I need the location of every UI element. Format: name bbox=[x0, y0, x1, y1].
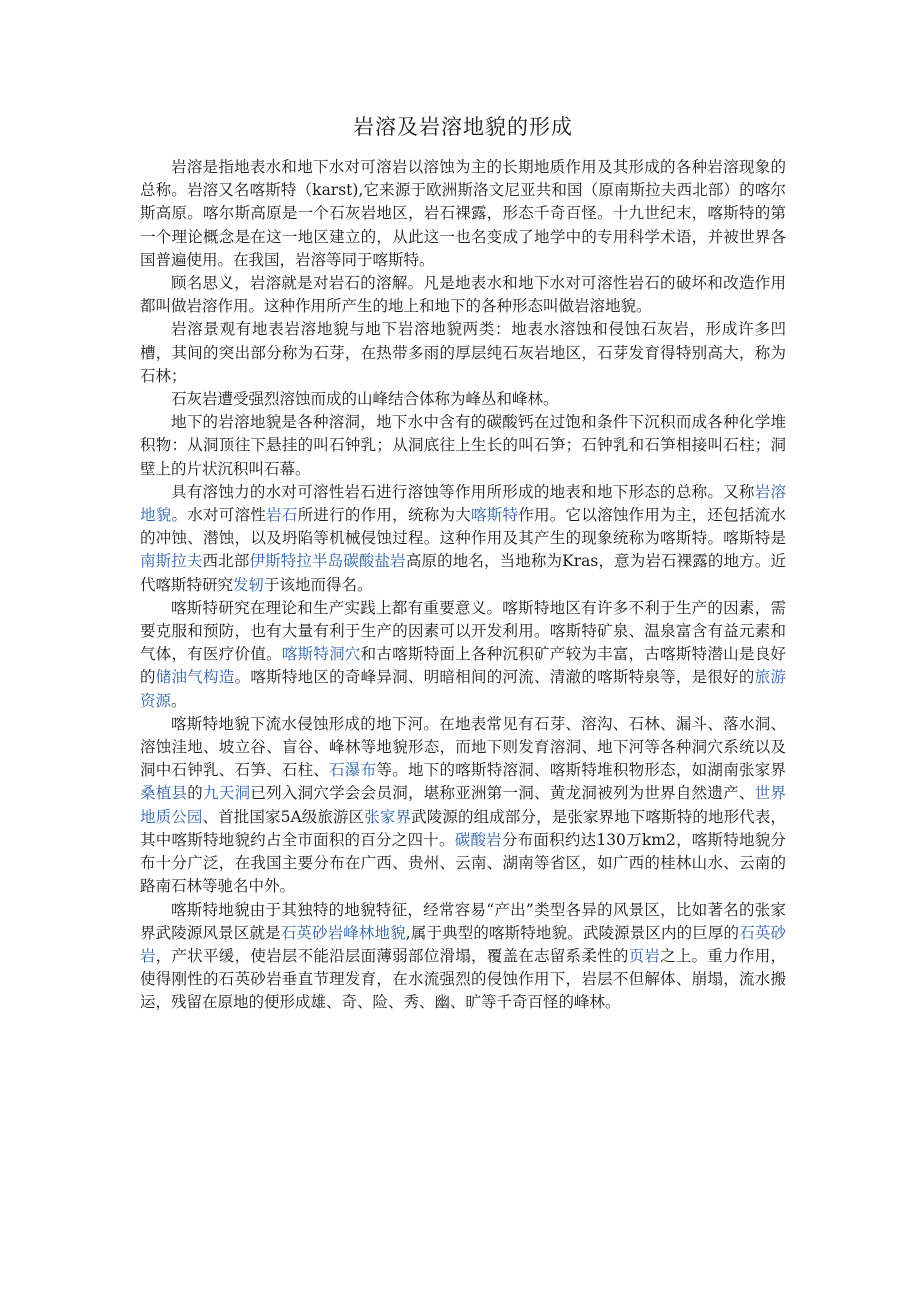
hyperlink[interactable]: 九天洞 bbox=[203, 784, 251, 803]
paragraph-text: 西北部 bbox=[202, 552, 250, 571]
paragraph-text: 已列入洞穴学会会员洞，堪称亚洲第一洞、黄龙洞被列为世界自然遗产、 bbox=[250, 784, 755, 803]
paragraph bbox=[140, 713, 786, 899]
document-body bbox=[140, 156, 786, 1015]
paragraph-text: 。水对可溶性 bbox=[171, 506, 267, 525]
hyperlink[interactable]: 储油气构造 bbox=[155, 668, 235, 687]
hyperlink[interactable]: 石瀑布 bbox=[329, 761, 377, 780]
paragraph-text: 具有溶蚀力的水对可溶性岩石进行溶蚀等作用所形成的地表和地下形态的总称。又称 bbox=[171, 482, 755, 501]
paragraph bbox=[140, 318, 786, 388]
paragraph-text: 分布面积约达130万km2，喀斯特地貌分布十分广泛，在我国主要分布在广西、贵州、云南、湖南等省区，如广西的桂林山水、云南的路南石林等驰名中外。 bbox=[140, 830, 786, 896]
paragraph bbox=[140, 156, 786, 272]
hyperlink[interactable]: 发轫 bbox=[233, 575, 265, 594]
paragraph-text: ,属于典型的喀斯特地貌。武陵源景区内的巨厚的 bbox=[405, 923, 740, 942]
paragraph bbox=[140, 411, 786, 481]
document-title: 岩溶及岩溶地貌的形成 bbox=[353, 115, 573, 139]
hyperlink[interactable]: 碳酸盐岩 bbox=[343, 552, 406, 571]
paragraph-text: 的 bbox=[187, 784, 204, 803]
document-page bbox=[140, 112, 786, 1015]
paragraph bbox=[140, 388, 786, 411]
paragraph-text: 和古喀斯特面上各种沉积矿产较为丰富，古喀斯特潜山是良好的 bbox=[140, 645, 786, 687]
paragraph-text: 地下的岩溶地貌是各种溶洞，地下水中含有的碳酸钙在过饱和条件下沉积而成各种化学堆积物：从洞顶往下悬挂的叫石钟乳；从洞底往上生长的叫石笋；石钟乳和石笋相接叫石柱；洞壁上的片状沉积叫石幕。 bbox=[140, 413, 786, 478]
hyperlink[interactable]: 碳酸岩 bbox=[454, 830, 502, 849]
hyperlink[interactable]: 页岩 bbox=[628, 946, 661, 965]
hyperlink[interactable]: 喀斯特洞穴 bbox=[281, 645, 361, 664]
paragraph-text: 喀斯特地貌下流水侵蚀形成的地下河。在地表常见有石芽、溶沟、石林、漏斗、落水洞、溶蚀洼地、坡立谷、盲谷、峰林等地貌形态，而地下则发育溶洞、地下河等各种洞穴系统以及洞中石钟乳、石笋、石柱、 bbox=[140, 714, 786, 780]
paragraph-text: 武陵源的组成部分，是张家界地下喀斯特的地形代表，其中喀斯特地貌约占全市面积的百分之四十。 bbox=[140, 807, 786, 849]
paragraph-text: 岩溶是指地表水和地下水对可溶岩以溶蚀为主的长期地质作用及其形成的各种岩溶现象的总称。岩溶又名喀斯特（karst),它来源于欧洲斯洛文尼亚共和国（原南斯拉夫西北部）的喀尔斯高原。喀尔斯高原是一个石灰岩地区，岩石裸露，形态千奇百怪。十九世纪末，喀斯特的第一个理论概念是在这一地区建立的，从此这一也名变成了地学中的专用科学术语，并被世界各国普遍使用。在我国，岩溶等同于喀斯特。 bbox=[140, 158, 786, 269]
paragraph bbox=[140, 899, 786, 1015]
hyperlink[interactable]: 石英砂岩 bbox=[140, 923, 786, 965]
hyperlink[interactable]: 岩石 bbox=[266, 506, 298, 525]
hyperlink[interactable]: 旅游资源 bbox=[140, 668, 786, 710]
hyperlink[interactable]: 伊斯特拉半岛 bbox=[249, 552, 344, 571]
paragraph-text: 所进行的作用，统称为大 bbox=[297, 506, 471, 525]
paragraph bbox=[140, 272, 786, 318]
paragraph-text: 、首批国家5A级旅游区 bbox=[202, 807, 365, 826]
paragraph-text: 高原的地名，当地称为Kras，意为岩石裸露的地方。近代喀斯特研究 bbox=[140, 552, 786, 594]
paragraph bbox=[140, 481, 786, 597]
hyperlink[interactable]: 喀斯特 bbox=[471, 506, 519, 525]
paragraph-text: 石灰岩遭受强烈溶蚀而成的山峰结合体称为峰丛和峰林。 bbox=[171, 390, 559, 409]
paragraph-text: ，产状平缓，使岩层不能沿层面薄弱部位滑塌，覆盖在志留系柔性的 bbox=[155, 946, 629, 965]
paragraph-text: 等。地下的喀斯特溶洞、喀斯特堆积物形态，如湖南张家界 bbox=[376, 761, 786, 780]
paragraph-text: 之上。重力作用，使得刚性的石英砂岩垂直节理发育，在水流强烈的侵蚀作用下，岩层不但解体、崩塌，流水搬运，残留在原地的便形成雄、奇、险、秀、幽、旷等千奇百怪的峰林。 bbox=[140, 946, 786, 1012]
paragraph-text: 岩溶景观有地表岩溶地貌与地下岩溶地貌两类：地表水溶蚀和侵蚀石灰岩，形成许多凹槽，其间的突出部分称为石芽，在热带多雨的厚层纯石灰岩地区，石芽发育得特别高大，称为石林； bbox=[140, 320, 786, 385]
paragraph bbox=[140, 597, 786, 713]
paragraph-text: 顾名思义，岩溶就是对岩石的溶解。凡是地表水和地下水对可溶性岩石的破坏和改造作用都叫做岩溶作用。这种作用所产生的地上和地下的各种形态叫做岩溶地貌。 bbox=[140, 274, 786, 316]
hyperlink[interactable]: 石英砂岩峰林地貌 bbox=[280, 923, 406, 942]
hyperlink[interactable]: 桑植县 bbox=[140, 784, 188, 803]
paragraph-text: 喀斯特地貌由于其独特的地貌特征，经常容易“产出”类型各异的风景区，比如著名的张家界武陵源风景区就是 bbox=[140, 900, 786, 942]
hyperlink[interactable]: 南斯拉夫 bbox=[140, 552, 203, 571]
hyperlink[interactable]: 世界地质公园 bbox=[140, 784, 786, 826]
paragraph-text: 作用。它以溶蚀作用为主，还包括流水的冲蚀、潜蚀，以及坍陷等机械侵蚀过程。这种作用及其产生的现象统称为喀斯特。喀斯特是 bbox=[140, 506, 786, 548]
hyperlink[interactable]: 张家界 bbox=[364, 807, 412, 826]
hyperlink[interactable]: 岩溶地貌 bbox=[140, 482, 786, 525]
paragraph-text: 。 bbox=[171, 691, 187, 710]
paragraph-text: 喀斯特研究在理论和生产实践上都有重要意义。喀斯特地区有许多不利于生产的因素，需要克服和预防，也有大量有利于生产的因素可以开发利用。喀斯特矿泉、温泉富含有益元素和气体，有医疗价值。 bbox=[140, 598, 786, 664]
paragraph-text: 。喀斯特地区的奇峰异洞、明暗相间的河流、清澈的喀斯特泉等，是很好的 bbox=[234, 668, 755, 687]
paragraph-text: 于该地而得名。 bbox=[264, 575, 373, 594]
